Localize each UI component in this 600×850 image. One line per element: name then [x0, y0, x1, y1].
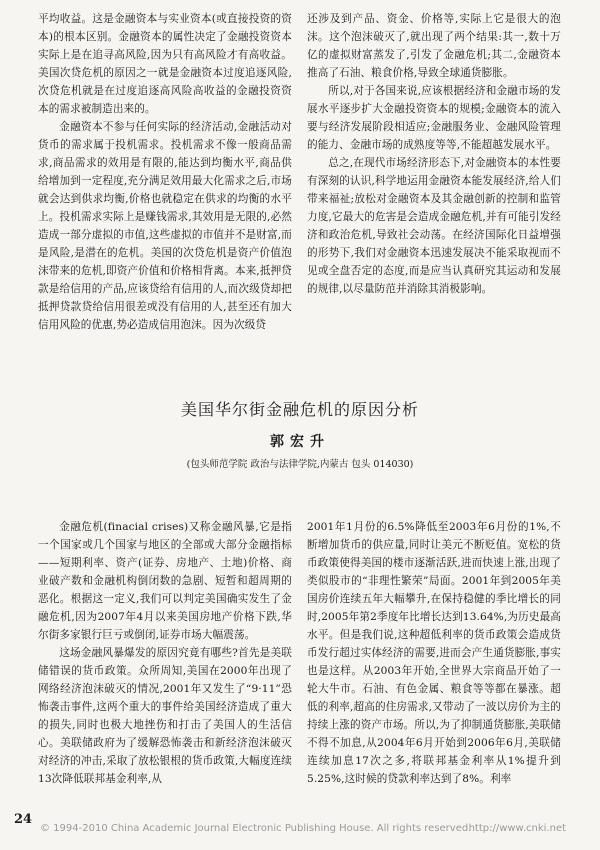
- paragraph: 金融资本不参与任何实际的经济活动,金融活动对货币的需求属于投机需求。投机需求不像一般商品需求,商品需求的效用是有限的,能达到均衡水平,商品供给增加到一定程度,充分满足效用最大化需求之后,市场就会达到供求均衡,价格也就稳定在供求的均衡的水平上。投机需求实际上是赚钱需求,其效用是无限的,必然造成一部分虚拟的市值,这些虚拟的市值并不是财富,而是风险,是潜在的危机。美国的次贷危机是资产价值泡沫带来的危机,即资产价值和价格相背离。本来,抵押贷款是给信用的产品,应该贷给有信用的人,而次级贷却把抵押贷款贷给信用很差或没有信用的人,甚至还有加大信用风险的优惠,势必造成信用泡沫。因为次级贷: [38, 121, 292, 331]
- article-title: 美国华尔街金融危机的原因分析: [180, 400, 419, 419]
- previous-article-right-column: [307, 10, 561, 298]
- article-right-column: [307, 518, 561, 788]
- paragraph: 2001年1月份的6.5%降低至2003年6月份的1%,不断增加货币的供应量,同时让美元不断贬值。宽松的货币政策使得美国的楼市逐渐活跃,进而快速上涨,出现了类似股市的“非理性繁荣”局面。2001年到2005年美国房价连续五年大幅攀升,在保持稳健的季比增长的同时,2005年第2季度年比增长达到13.64%,为历史最高水平。但是我们说,这种超低利率的货币政策会造成货币发行超过实体经济的需要,进而会产生通货膨胀,事实也是这样。从2003年开始,全世界大宗商品开始了一轮大牛市。石油、有色金属、粮食等等都在暴涨。超低的利率,超高的住房需求,又带动了一波以房价为主的持续上涨的资产市场。所以,为了抑制通货膨胀,美联储不得不加息,从2004年6月开始到2006年6月,美联储连续加息17次之多,将联邦基金利率从1%提升到5.25%,这时候的贷款利率达到了8%。利率: [307, 521, 561, 785]
- paragraph: 还涉及到产品、资金、价格等,实际上它是很大的泡沫。这个泡沫破灭了,就出现了两个结果:其一,数十万亿的虚拟财富蒸发了,引发了金融危机;其二,金融资本推高了石油、粮食价格,导致全球通货膨胀。: [307, 13, 561, 79]
- paragraph: 这场金融风暴爆发的原因究竟有哪些?首先是美联储错误的货币政策。众所周知,美国在2000年出现了网络经济泡沫破灭的情况,2001年又发生了“9·11”恐怖袭击事件,这两个重大的事件给美国经济造成了重大的损失,同时也极大地挫伤和打击了美国人的生活信心。美联储政府为了缓解恐怖袭击和新经济泡沫破灭对经济的冲击,采取了放松银根的货币政策,大幅度连续13次降低联邦基金利率,从: [38, 647, 292, 785]
- paragraph: 金融危机(finacial crises)又称金融风暴,它是指一个国家或几个国家与地区的全部或大部分金融指标——短期利率、资产(证券、房地产、土地)价格、商业破产数和金融机构倒闭数的急剧、短暂和超周期的恶化。根据这一定义,我们可以判定美国确实发生了金融危机,因为2007年4月以来美国房地产价格下跌,华尔街多家银行巨亏或倒闭,证券市场大幅震荡。: [38, 521, 292, 641]
- footer-copyright: © 1994-2010 China Academic Journal Electronic Publishing House. All rights reserved.: [40, 823, 472, 834]
- footer-url: http://www.cnki.net: [468, 823, 566, 834]
- author-affiliation: (包头师范学院 政治与法律学院,内蒙古 包头 014030): [186, 459, 414, 470]
- article-left-column: [38, 518, 292, 788]
- paragraph: 所以,对于各国来说,应该根据经济和金融市场的发展水平逐步扩大金融投资资本的规模;金融资本的流入要与经济发展阶段相适应;金融服务业、金融风险管理的能力、金融市场的成熟度等等,不能超越发展水平。: [307, 85, 561, 151]
- previous-article-left-column: [38, 10, 292, 334]
- paragraph: 总之,在现代市场经济形态下,对金融资本的本性要有深刻的认识,科学地运用金融资本能发展经济,给人们带来福祉;放松对金融资本及其金融创新的控制和监管力度,它最大的危害是会造成金融危机,并有可能引发经济和政治危机,导致社会动荡。在经济国际化日益增强的形势下,我们对金融资本迅速发展决不能采取视而不见或全盘否定的态度,而是应当认真研究其运动和发展的规律,以尽量防范并消除其消极影响。: [307, 157, 561, 295]
- page-number: 24: [14, 812, 33, 827]
- article-author: 郭宏升: [270, 434, 330, 450]
- footer: [40, 823, 580, 834]
- paragraph: 平均收益。这是金融资本与实业资本(或直接投资的资本)的根本区别。金融资本的属性决定了金融投资资本实际上是在追寻高风险,因为只有高风险才有高收益。美国次贷危机的原因之一就是金融资本过度追逐风险,次贷危机就是在过度追逐高风险高收益的金融投资资本的需求被制造出来的。: [38, 13, 292, 115]
